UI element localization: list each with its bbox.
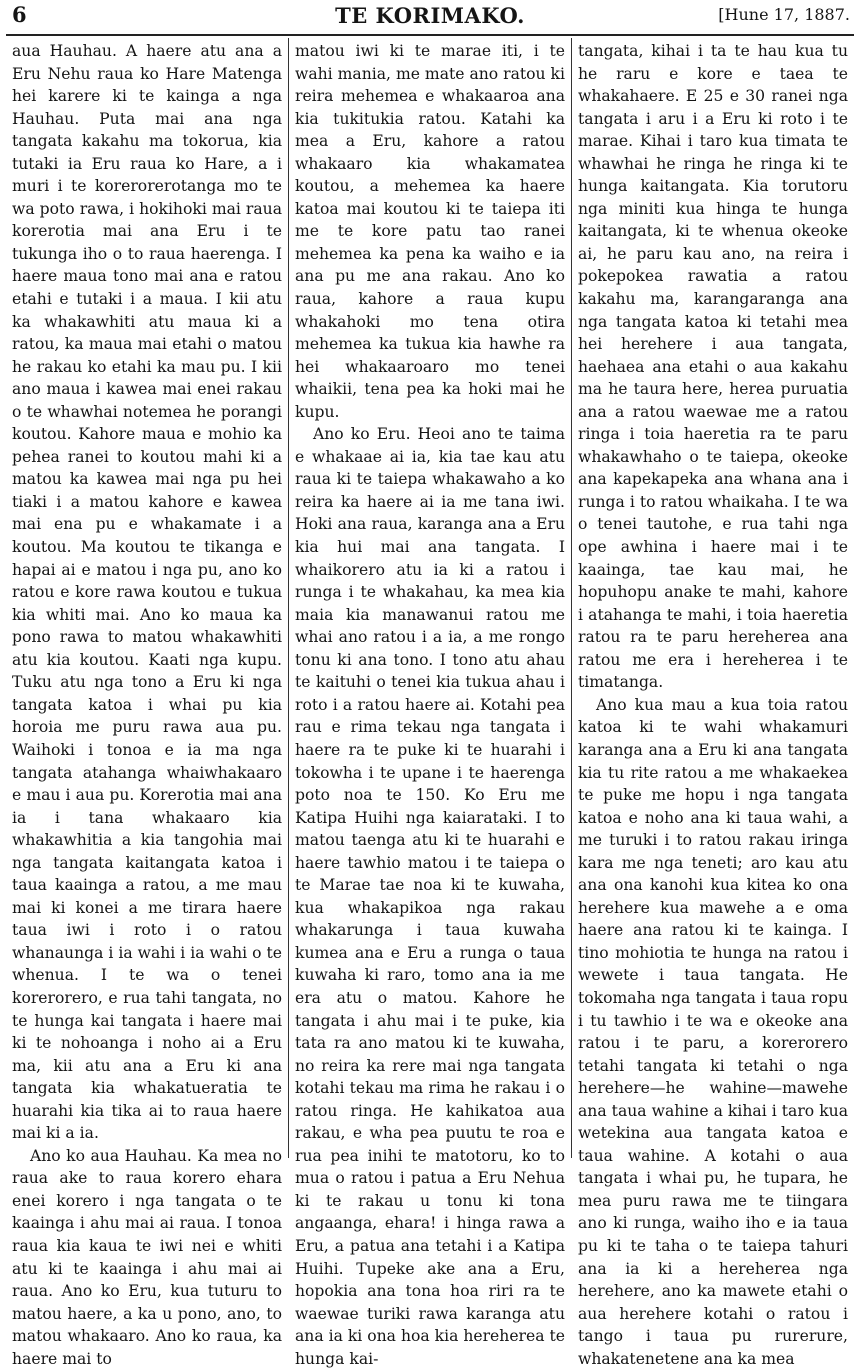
paragraph: Ano ko Eru. Heoi ano te taima e whakaae ai ia, kia tae kau atu raua ki te taiepa whakawaho a ko reira ka haere ai ia me tana iwi. Hoki ana raua, karanga ana a Eru kia hui mai ana tangata. I whaikorero atu ia ki a ratou i runga i te whakahau, ka mea kia maia kia manawanui ratou me whai ano ratou i a ia, a me rongo tonu ki ana tono. I tono atu ahau te kaituhi o tenei kia tukua ahau i roto i a ratou haere ai. Kotahi pea rau e rima tekau nga tangata i haere ra te puke ki te huarahi i tokowha i te upane i te haerenga poto noa te 150. Ko Eru me Katipa Huihi nga kaiarataki. I to matou taenga atu ki te huarahi e haere tawhio matou i te taiepa o te Marae tae noa ki te kuwaha, kua whakapikoa nga rakau whakarunga i taua kuwaha kumea ana e Eru a runga o taua kuwaha ki raro, tomo ana ia me era atu o matou. Kahore he tangata i ahu mai i te puke, kia tata ra ano matou ki te kuwaha, no reira ka rere mai nga tangata kotahi tekau ma rima he rakau i o ratou ringa. He kahikatoa aua rakau, e wha pea puutu te roa e rua pea inihi te matotoru, ko to mua o ratou i patua a Eru Nehua ki te rakau u tonu ki tona angaanga, ehara! i hinga rawa a Eru, a patua ana tetahi i a Katipa Huihi. Tupeke ake ana a Eru, hopokia ana tona hoa riri ra te waewae turiki rawa karanga atu ana ia ki ona hoa kia hereherea te hunga kai-	[295, 425, 565, 1368]
column-1	[6, 38, 288, 1368]
page-header	[6, 0, 854, 36]
column-2	[288, 38, 571, 1368]
issue-date: [Hune 17, 1887.	[718, 5, 850, 24]
newspaper-title: TE KORIMAKO.	[335, 3, 525, 28]
article-columns	[6, 38, 854, 1368]
paragraph: tangata, kihai i ta te hau kua tu he raru e kore e taea te whakahaere. E 25 e 30 ranei nga tangata i aru i a Eru ki roto i te marae. Kihai i taro kua timata te whawhai he ringa he ringa ki te hunga kaitangata. Kia torutoru nga miniti kua hinga te hunga kaitangata, ki te whenua okeoke ai, he paru kau ano, na reira i pokepokea rawatia a ratou kakahu ma, karangaranga ana nga tangata katoa ki tetahi mea hei herehere i aua tangata, haehaea ana etahi o aua kakahu ma he taura here, herea puruatia ana a ratou waewae me a ratou ringa i toia haeretia ra te paru whakawhaho o te taiepa, okeoke ana kapekapeka ana whana ana i runga i to ratou whaikaha. I te wa o tenei tautohe, e rua tahi nga ope awhina i haere mai i te kaainga, tae kau mai, he hopuhopu anake te mahi, kahore i atahanga te mahi, i toia haeretia ratou ra te paru hereherea ana ratou me era i hereherea i te timatanga.	[578, 42, 848, 692]
paragraph: matou iwi ki te marae iti, i te wahi mania, me mate ano ratou ki reira mehemea e whakaaroa ana kia tukitukia ratou. Katahi ka mea a Eru, kahore a ratou whakaaro kia whakamatea koutou, a mehemea ka haere katoa mai koutou ki te taiepa iti me te kore patu tao ranei mehemea ka pena ka waiho e ia ana pu me ana rakau. Ano ko raua, kahore a raua kupu whakahoki mo tena otira mehemea ka tukua kia hawhe ra hei whakaaroaro mo tenei whaikii, tena pea ka hoki mai he kupu.	[295, 42, 565, 421]
page-number: 6	[12, 2, 27, 27]
paragraph: aua Hauhau. A haere atu ana a Eru Nehu raua ko Hare Matenga hei karere ki te kainga a nga Hauhau. Puta mai ana nga tangata kakahu ma tokorua, kia tutaki ia Eru raua ko Hare, a i muri i te korerorerotanga mo te wa poto rawa, i hokihoki mai raua korerotia mai ana Eru i te tukunga iho o to raua haerenga. I haere maua tono mai ana e ratou etahi e tutaki i a maua. I kii atu ka whakawhiti atu maua ki a ratou, ka maua mai etahi o matou he rakau ko etahi ka mau pu. I kii ano maua i kawea mai enei rakau o te whawhai notemea he porangi koutou. Kahore maua e mohio ka pehea ranei to koutou mahi ki a matou ka kawea mai nga pu hei tiaki i a matou kahore e kawea mai ena pu e whakamate i a koutou. Ma koutou te tikanga e hapai ai e matou i nga pu, ano ko ratou e kore rawa koutou e tukua kia whiti mai. Ano ko maua ka pono rawa to matou whakawhiti atu kia koutou. Kaati nga kupu. Tuku atu nga tono a Eru ki nga tangata katoa i whai pu kia horoia me puru rawa aua pu. Waihoki i tonoa e ia ma nga tangata atahanga whaiwhakaaro e mau i aua pu. Korerotia mai ana ia i tana whakaaro kia whakawhitia a kia tangohia mai nga tangata kaitangata katoa i taua kaainga a ratou, a me mau mai ki konei a me tirara haere taua iwi i roto i o ratou whanaunga i ia wahi i ia wahi o te whenua. I te wa o tenei korerorero, e rua tahi tangata, no te hunga kai tangata i haere mai ki te nohoanga i noho ai a Eru ma, kii atu ana a Eru ki ana tangata kia whakatueratia te huarahi kia tika ai to raua haere mai ki a ia.	[12, 42, 282, 1143]
paragraph: Ano kua mau a kua toia ratou katoa ki te wahi whakamuri karanga ana a Eru ki ana tangata kia tu rite ratou a me whakaekea te puke me hopu i nga tangata katoa e noho ana ki taua wahi, a me turuki i to ratou rakau iringa kara me nga teneti; aro kau atu ana ona kanohi kua kitea ko ona herehere kua mawehe a e oma haere ana ratou ki te kainga. I tino mohiotia te hunga na ratou i wewete i taua tangata. He tokomaha nga tangata i taua ropu i tu tawhio i te wa e okeoke ana ratou i te paru, a korerorero tetahi tangata ki tetahi o nga herehere—he wahine—mawehe ana taua wahine a kihai i taro kua wetekina aua tangata katoa e taua wahine. A kotahi o aua tangata i whai pu, he tupara, he mea puru rawa me te tiingara ano ki runga, waiho iho e ia taua pu ki te taha o te taiepa tahuri ana ia ki a hereherea nga herehere, ano ka mawete etahi o aua herehere kotahi o ratou i tango i taua pu rurerure, whakatenetene ana ka mea	[578, 695, 848, 1368]
paragraph: Ano ko aua Hauhau. Ka mea no raua ake to raua korero ehara enei korero i nga tangata o te kaainga i ahu mai ai raua. I tonoa raua kia kaua te iwi nei e whiti atu ki te kaainga i ahu mai ai raua. Ano ko Eru, kua tuturu to matou haere, a ka u pono, ano, to matou whakaaro. Ano ko raua, ka haere mai to	[12, 1146, 282, 1368]
column-3	[571, 38, 854, 1368]
